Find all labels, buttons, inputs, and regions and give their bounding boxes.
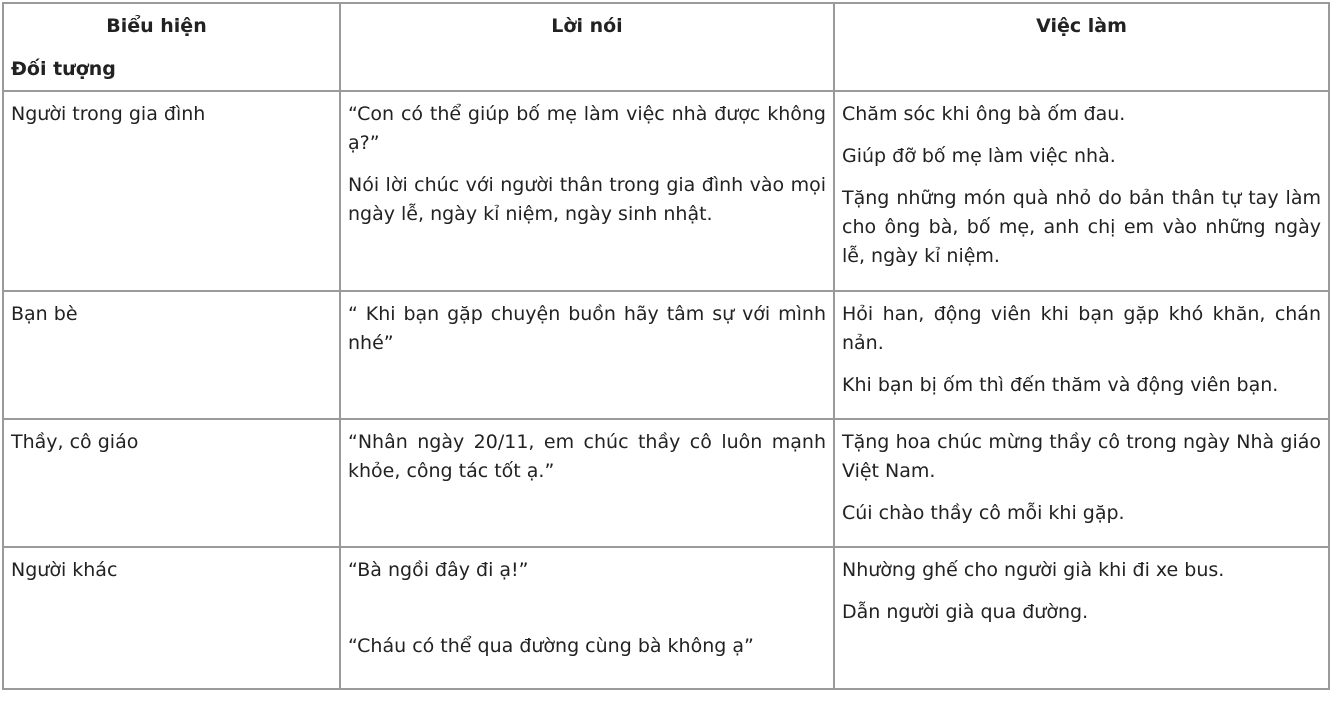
- header-subject-cell: [3, 3, 340, 91]
- words-cell: [340, 91, 834, 291]
- subject-cell: Thầy, cô giáo: [3, 419, 340, 547]
- action-item: Dẫn người già qua đường.: [842, 601, 1089, 623]
- actions-cell: [834, 91, 1329, 291]
- header-words-cell: Lời nói: [340, 3, 834, 91]
- header-subject-label: Đối tượng: [11, 58, 116, 80]
- action-item: Giúp đỡ bố mẹ làm việc nhà.: [842, 145, 1116, 167]
- actions-cell: [834, 547, 1329, 689]
- action-item: Tặng những món quà nhỏ do bản thân tự tay làm cho ông bà, bố mẹ, anh chị em vào những ngày lễ, ngày kỉ niệm.: [842, 187, 1321, 267]
- subject-cell: Người trong gia đình: [3, 91, 340, 291]
- table-row: [3, 547, 1329, 689]
- words-cell: [340, 547, 834, 689]
- subject-cell: Người khác: [3, 547, 340, 689]
- table-header-row: [3, 3, 1329, 91]
- action-item: Hỏi han, động viên khi bạn gặp khó khăn, chán nản.: [842, 303, 1321, 354]
- words-item: “ Khi bạn gặp chuyện buồn hãy tâm sự với mình nhé”: [348, 303, 826, 354]
- table-row: [3, 291, 1329, 419]
- action-item: Tặng hoa chúc mừng thầy cô trong ngày Nhà giáo Việt Nam.: [842, 431, 1321, 482]
- words-cell: [340, 419, 834, 547]
- words-cell: [340, 291, 834, 419]
- words-item: Nói lời chúc với người thân trong gia đình vào mọi ngày lễ, ngày kỉ niệm, ngày sinh nhật.: [348, 174, 826, 225]
- header-actions-cell: Việc làm: [834, 3, 1329, 91]
- action-item: Khi bạn bị ốm thì đến thăm và động viên bạn.: [842, 374, 1279, 396]
- table-row: [3, 91, 1329, 291]
- words-item: “Cháu có thể qua đường cùng bà không ạ”: [348, 635, 754, 657]
- words-item: “Bà ngồi đây đi ạ!”: [348, 559, 529, 581]
- action-item: Nhường ghế cho người già khi đi xe bus.: [842, 559, 1225, 581]
- table-row: [3, 419, 1329, 547]
- action-item: Chăm sóc khi ông bà ốm đau.: [842, 103, 1126, 125]
- subject-cell: Bạn bè: [3, 291, 340, 419]
- action-item: Cúi chào thầy cô mỗi khi gặp.: [842, 502, 1125, 524]
- actions-cell: [834, 291, 1329, 419]
- behavior-table: [2, 2, 1330, 690]
- words-item: “Con có thể giúp bố mẹ làm việc nhà được không ạ?”: [348, 103, 826, 154]
- words-item: “Nhân ngày 20/11, em chúc thầy cô luôn mạnh khỏe, công tác tốt ạ.”: [348, 431, 826, 482]
- header-behavior-label: Biểu hiện: [106, 15, 207, 37]
- actions-cell: [834, 419, 1329, 547]
